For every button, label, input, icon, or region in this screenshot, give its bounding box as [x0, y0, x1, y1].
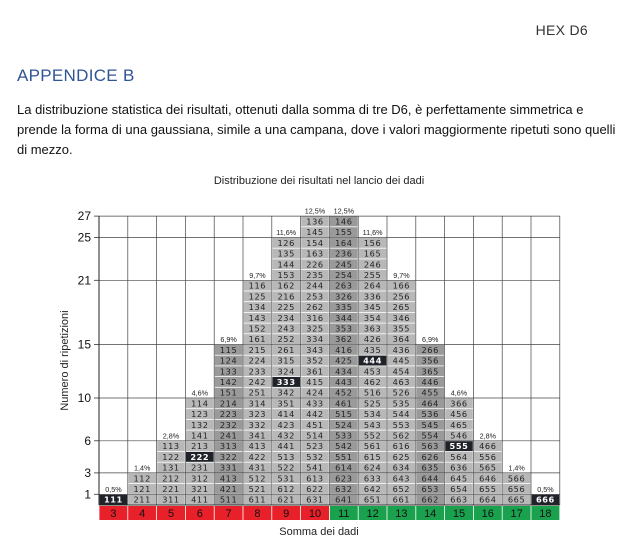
- bar-cell-label: 541: [306, 462, 324, 473]
- bar-cell-label: 552: [363, 430, 382, 441]
- x-tick-label: 10: [308, 508, 322, 520]
- bar-cell-label: 441: [277, 441, 295, 452]
- bar-cell-label: 433: [306, 398, 324, 409]
- bar-cell-label: 436: [392, 344, 411, 355]
- bar-cell-label: 261: [277, 344, 295, 355]
- bar-cell-label: 522: [277, 462, 295, 473]
- percent-label: 11,6%: [362, 228, 383, 237]
- bar-cell-label: 235: [306, 270, 324, 280]
- bar-cell-label: 364: [392, 334, 411, 345]
- bar-cell-label: 114: [191, 398, 209, 409]
- percent-label: 4,6%: [191, 388, 208, 398]
- percent-label: 4,6%: [450, 388, 468, 398]
- bar-cell-label: 545: [421, 419, 439, 430]
- x-tick-label: 3: [110, 508, 117, 520]
- bar-cell-label: 416: [335, 344, 353, 355]
- bar-cell-label: 612: [277, 484, 295, 494]
- bar-cell-label: 425: [335, 355, 353, 366]
- bar-cell-label: 311: [162, 494, 180, 505]
- bar-cell-label: 613: [306, 473, 324, 484]
- bar-cell-label: 516: [363, 387, 382, 398]
- bar-cell-label: 213: [191, 441, 209, 452]
- bar-cell-label: 132: [191, 419, 209, 430]
- bar-cell-label: 312: [191, 473, 209, 484]
- bar-cell-label: 255: [363, 270, 382, 280]
- bar-cell-label: 233: [248, 366, 267, 377]
- bar-cell-label: 111: [103, 494, 123, 505]
- bar-cell-label: 342: [277, 387, 295, 398]
- bar-cell-label: 244: [306, 280, 324, 291]
- bar-cell-label: 431: [248, 462, 267, 473]
- bar-cell-label: 356: [421, 355, 439, 366]
- bar-cell-label: 653: [421, 484, 439, 494]
- bar-cell-label: 144: [277, 259, 295, 270]
- bar-cell-label: 324: [277, 366, 295, 377]
- bar-cell-label: 351: [277, 398, 295, 409]
- bar-cell-label: 664: [479, 494, 497, 505]
- x-tick-label: 12: [366, 508, 379, 520]
- bar-cell-label: 421: [219, 484, 238, 494]
- bar-cell-label: 534: [363, 409, 382, 420]
- bar-cell-label: 225: [277, 302, 295, 313]
- percent-label: 1,4%: [508, 463, 525, 473]
- bar-cell-label: 243: [277, 323, 295, 334]
- bar-cell-label: 352: [306, 355, 324, 366]
- x-tick-label: 15: [452, 508, 466, 520]
- x-tick-label: 7: [225, 508, 232, 520]
- percent-label: 12,5%: [333, 206, 354, 216]
- bar-cell-label: 211: [133, 494, 151, 505]
- percent-label: 12,5%: [304, 206, 326, 216]
- bar-cell-label: 112: [133, 473, 151, 484]
- bar-cell-label: 543: [363, 419, 382, 430]
- bar-cell-label: 635: [421, 462, 439, 473]
- bar-cell-label: 362: [335, 334, 353, 345]
- bar-cell-label: 133: [219, 366, 238, 377]
- bar-cell-label: 656: [507, 484, 526, 494]
- x-axis-label: Somma dei dadi: [279, 526, 359, 538]
- bar-cell-label: 432: [277, 430, 295, 441]
- bar-cell-label: 141: [191, 430, 209, 441]
- bar-cell-label: 533: [335, 430, 353, 441]
- chart-title: Distribuzione dei risultati nel lancio dei dadi: [213, 175, 425, 187]
- bar-cell-label: 556: [479, 451, 497, 462]
- bar-cell-label: 113: [162, 441, 180, 452]
- bar-cell-label: 326: [335, 291, 353, 302]
- bar-cell-label: 546: [450, 430, 468, 441]
- bar-cell-label: 131: [162, 462, 180, 473]
- bar-cell-label: 525: [363, 398, 382, 409]
- bar-cell-label: 365: [421, 366, 439, 377]
- x-tick-label: 14: [424, 508, 437, 520]
- bar-cell-label: 162: [277, 280, 295, 291]
- bar-cell-label: 256: [392, 291, 411, 302]
- bar-cell-label: 146: [335, 216, 353, 227]
- bar-cell-label: 632: [335, 484, 353, 494]
- bar-cell-label: 253: [306, 291, 324, 302]
- bar-cell-label: 456: [450, 409, 468, 420]
- bar-cell-label: 341: [248, 430, 267, 441]
- bar-cell-label: 462: [363, 377, 382, 387]
- bar-cell-label: 321: [191, 484, 209, 494]
- x-tick-label: 4: [139, 508, 146, 520]
- bar-cell-label: 645: [450, 473, 468, 484]
- bar-cell-label: 332: [248, 419, 267, 430]
- bar-cell-label: 252: [277, 334, 295, 345]
- x-tick-label: 18: [539, 508, 552, 520]
- bar-cell-label: 355: [392, 323, 411, 334]
- bar-cell-label: 463: [392, 377, 411, 387]
- bar-cell-label: 633: [363, 473, 382, 484]
- bar-cell-label: 331: [219, 462, 238, 473]
- y-tick-label: 3: [84, 465, 91, 480]
- bar-cell-label: 464: [421, 398, 439, 409]
- document-header-label: HEX D6: [535, 22, 588, 38]
- bar-cell-label: 241: [219, 430, 238, 441]
- bar-cell-label: 523: [306, 441, 324, 452]
- bar-cell-label: 322: [219, 451, 238, 462]
- bar-cell-label: 644: [421, 473, 439, 484]
- percent-label: 2,8%: [162, 431, 180, 441]
- percent-label: 0,5%: [537, 484, 554, 494]
- bar-cell-label: 445: [392, 355, 411, 366]
- bar-cell-label: 215: [248, 344, 267, 355]
- bar-cell-label: 122: [162, 451, 180, 462]
- bar-cell-label: 661: [392, 494, 411, 505]
- bar-cell-label: 415: [306, 377, 324, 387]
- bar-cell-label: 454: [392, 366, 411, 377]
- bar-cell-label: 152: [248, 323, 267, 334]
- bar-cell-label: 153: [277, 270, 295, 280]
- bar-cell-label: 214: [219, 398, 238, 409]
- bar-cell-label: 266: [421, 344, 439, 355]
- bar-cell-label: 626: [421, 451, 439, 462]
- bar-cell-label: 164: [335, 237, 353, 248]
- bar-cell-label: 536: [421, 409, 439, 420]
- bar-cell-label: 642: [363, 484, 382, 494]
- y-tick-label: 1: [84, 487, 91, 502]
- bar-cell-label: 333: [276, 377, 296, 387]
- x-tick-label: 5: [167, 508, 175, 520]
- bar-cell-label: 443: [335, 377, 353, 387]
- bar-cell-label: 161: [248, 334, 267, 345]
- bar-cell-label: 413: [248, 441, 267, 452]
- bar-cell-label: 611: [248, 494, 267, 505]
- bar-cell-label: 135: [277, 248, 295, 259]
- percent-label: 6,9%: [220, 335, 237, 344]
- bar-cell-label: 514: [306, 430, 324, 441]
- bar-cell-label: 264: [363, 280, 382, 291]
- bar-cell-label: 313: [219, 441, 238, 452]
- bar-cell-label: 641: [335, 494, 353, 505]
- bar-cell-label: 666: [535, 494, 555, 505]
- y-tick-label: 10: [77, 391, 91, 405]
- y-tick-label: 15: [77, 337, 91, 352]
- x-tick-label: 8: [254, 508, 261, 520]
- bar-cell-label: 655: [479, 484, 497, 494]
- bar-cell-label: 212: [162, 473, 180, 484]
- bar-cell-label: 343: [306, 344, 324, 355]
- bar-cell-label: 621: [277, 494, 295, 505]
- bar-cell-label: 316: [306, 312, 324, 323]
- x-tick-label: 16: [481, 508, 494, 520]
- bar-cell-label: 222: [190, 451, 210, 462]
- bar-cell-label: 345: [363, 302, 382, 313]
- bar-cell-label: 335: [335, 302, 353, 313]
- bar-cell-label: 636: [450, 462, 468, 473]
- bar-cell-label: 532: [306, 451, 324, 462]
- section-title: APPENDICE B: [17, 66, 135, 85]
- percent-label: 9,7%: [393, 270, 410, 280]
- bar-cell-label: 151: [219, 387, 238, 398]
- bar-cell-label: 614: [335, 462, 353, 473]
- bar-cell-label: 121: [133, 484, 151, 494]
- bar-cell-label: 115: [219, 344, 238, 355]
- bar-cell-label: 515: [335, 409, 353, 420]
- bar-cell-label: 224: [248, 355, 267, 366]
- bar-cell-label: 555: [449, 441, 469, 452]
- bar-cell-label: 651: [363, 494, 382, 505]
- bar-cell-label: 234: [277, 312, 295, 323]
- bar-cell-label: 455: [421, 387, 439, 398]
- bar-cell-label: 663: [450, 494, 468, 505]
- percent-label: 1,4%: [134, 463, 151, 473]
- y-tick-label: 27: [77, 209, 91, 224]
- bar-cell-label: 125: [248, 291, 267, 302]
- bar-cell-label: 325: [306, 323, 324, 334]
- bar-cell-label: 553: [392, 419, 411, 430]
- bar-cell-label: 166: [392, 280, 411, 291]
- bar-cell-label: 435: [363, 344, 382, 355]
- bar-cell-label: 263: [335, 280, 353, 291]
- bar-cell-label: 665: [507, 494, 526, 505]
- bar-cell-label: 314: [248, 398, 267, 409]
- bar-cell-label: 353: [335, 323, 353, 334]
- x-tick-label: 9: [283, 508, 290, 520]
- bar-cell-label: 242: [248, 377, 267, 387]
- percent-label: 11,6%: [276, 228, 297, 237]
- bar-cell-label: 336: [363, 291, 382, 302]
- percent-label: 6,9%: [422, 335, 439, 344]
- bar-cell-label: 423: [277, 419, 295, 430]
- bar-cell-label: 422: [248, 451, 267, 462]
- bar-cell-label: 142: [219, 377, 238, 387]
- bar-cell-label: 123: [191, 409, 209, 420]
- bar-cell-label: 344: [335, 312, 353, 323]
- bar-cell-label: 116: [248, 280, 267, 291]
- bar-cell-label: 625: [392, 451, 411, 462]
- bar-cell-label: 411: [191, 494, 209, 505]
- bar-cell-label: 461: [335, 398, 353, 409]
- bar-cell-label: 631: [306, 494, 324, 505]
- bar-cell-label: 566: [507, 473, 526, 484]
- bar-cell-label: 223: [219, 409, 238, 420]
- bar-cell-label: 413: [219, 473, 238, 484]
- bar-cell-label: 231: [191, 462, 209, 473]
- bar-cell-label: 254: [335, 270, 353, 280]
- bar-cell-label: 334: [306, 334, 324, 345]
- bar-cell-label: 512: [248, 473, 267, 484]
- bar-cell-label: 466: [479, 441, 497, 452]
- bar-cell-label: 526: [392, 387, 411, 398]
- bar-cell-label: 163: [306, 248, 324, 259]
- bar-cell-label: 262: [306, 302, 324, 313]
- bar-cell-label: 652: [392, 484, 411, 494]
- bar-cell-label: 154: [306, 237, 324, 248]
- bar-cell-label: 226: [306, 259, 324, 270]
- bar-cell-label: 165: [363, 248, 382, 259]
- x-tick-label: 13: [395, 508, 408, 520]
- y-tick-label: 21: [77, 273, 91, 288]
- bar-cell-label: 446: [421, 377, 439, 387]
- bar-cell-label: 465: [450, 419, 468, 430]
- bar-cell-label: 245: [335, 259, 353, 270]
- bar-cell-label: 662: [421, 494, 439, 505]
- bar-cell-label: 366: [450, 398, 468, 409]
- bar-cell-label: 354: [363, 312, 382, 323]
- percent-label: 2,8%: [479, 431, 496, 441]
- bar-cell-label: 363: [363, 323, 382, 334]
- bar-cell-label: 444: [363, 355, 383, 366]
- y-axis-label: Numero di ripetizioni: [59, 310, 71, 411]
- bar-cell-label: 426: [363, 334, 382, 345]
- bar-cell-label: 615: [363, 451, 382, 462]
- bar-cell-label: 524: [335, 419, 353, 430]
- bar-cell-label: 136: [306, 216, 324, 227]
- intro-paragraph: La distribuzione statistica dei risultati, ottenuti dalla somma di tre D6, è perfettamente simmetrica e prende la forma di una gaussiana, simile a una campana, dove i valori maggiormente ripetuti sono quelli di mezzo.: [17, 102, 616, 157]
- bar-cell-label: 616: [392, 441, 411, 452]
- bar-cell-label: 442: [306, 409, 324, 420]
- bar-cell-label: 554: [421, 430, 439, 441]
- bar-cell-label: 323: [248, 409, 267, 420]
- bar-cell-label: 126: [277, 237, 295, 248]
- bar-cell-label: 251: [248, 387, 267, 398]
- x-tick-label: 6: [196, 508, 203, 520]
- bar-cell-label: 564: [450, 451, 468, 462]
- bar-cell-label: 155: [335, 227, 353, 238]
- bar-cell-label: 424: [306, 387, 324, 398]
- bar-cell-label: 216: [277, 291, 295, 302]
- bar-cell-label: 265: [392, 302, 411, 313]
- bar-cell-label: 623: [335, 473, 353, 484]
- bar-cell-label: 246: [363, 259, 382, 270]
- bar-cell-label: 145: [306, 227, 324, 238]
- y-tick-label: 25: [77, 230, 91, 245]
- bar-cell-label: 643: [392, 473, 411, 484]
- bar-cell-label: 232: [219, 419, 238, 430]
- bar-cell-label: 452: [335, 387, 353, 398]
- bar-cell-label: 143: [248, 312, 267, 323]
- bar-cell-label: 551: [335, 451, 353, 462]
- bar-cell-label: 565: [479, 462, 497, 473]
- bar-cell-label: 315: [277, 355, 295, 366]
- bar-cell-label: 134: [248, 302, 267, 313]
- bar-cell-label: 542: [335, 441, 353, 452]
- bar-cell-label: 544: [392, 409, 411, 420]
- bar-cell-label: 361: [306, 366, 324, 377]
- bar-cell-label: 624: [363, 462, 382, 473]
- bar-cell-label: 634: [392, 462, 411, 473]
- bar-cell-label: 346: [392, 312, 411, 323]
- bar-cell-label: 646: [479, 473, 497, 484]
- percent-label: 9,7%: [249, 270, 266, 280]
- bar-cell-label: 563: [421, 441, 439, 452]
- bar-cell-label: 562: [392, 430, 411, 441]
- bar-cell-label: 511: [219, 494, 238, 505]
- bar-cell-label: 414: [277, 409, 295, 420]
- bar-cell-label: 156: [363, 237, 382, 248]
- bar-cell-label: 535: [392, 398, 411, 409]
- bar-cell-label: 124: [219, 355, 238, 366]
- percent-label: 0,5%: [105, 484, 122, 494]
- bar-cell-label: 654: [450, 484, 468, 494]
- bar-cell-label: 531: [277, 473, 295, 484]
- bar-cell-label: 236: [335, 248, 353, 259]
- bar-cell-label: 453: [363, 366, 382, 377]
- bar-cell-label: 434: [335, 366, 353, 377]
- bar-cell-label: 221: [162, 484, 180, 494]
- bar-cell-label: 561: [363, 441, 382, 452]
- y-tick-label: 6: [84, 433, 91, 448]
- bar-cell-label: 513: [277, 451, 295, 462]
- bar-cell-label: 451: [306, 419, 324, 430]
- x-tick-label: 17: [510, 508, 523, 520]
- x-tick-label: 11: [338, 508, 350, 520]
- bar-cell-label: 521: [248, 484, 267, 494]
- bar-cell-label: 622: [306, 484, 324, 494]
